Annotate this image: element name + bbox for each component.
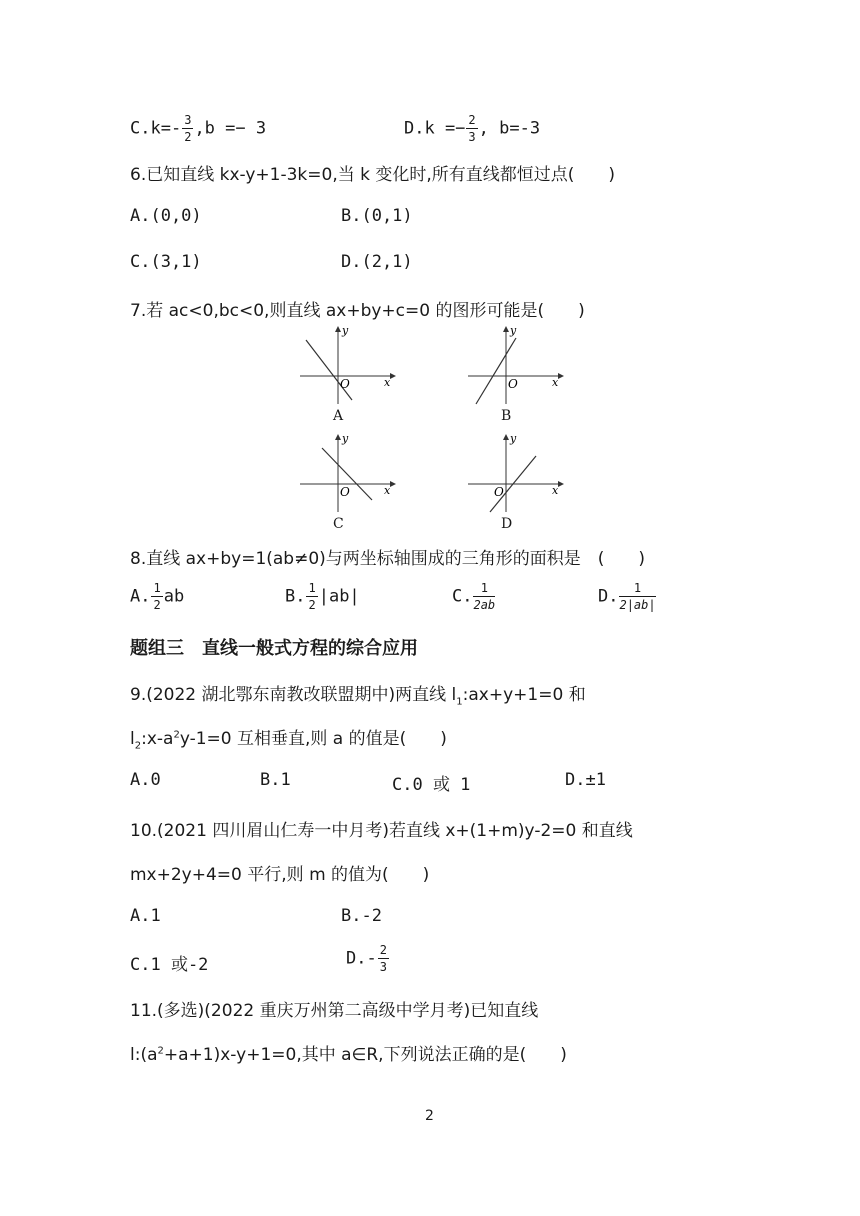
line-name: l (130, 729, 135, 749)
origin-label: O (494, 485, 504, 499)
x-axis-label: x (552, 376, 559, 389)
q8-option-d (598, 582, 657, 611)
page-number: 2 (425, 1108, 434, 1124)
y-axis-label: y (510, 324, 517, 337)
q7-graph-b (464, 324, 564, 410)
fraction-denominator: 3 (379, 960, 387, 974)
q9-line-1 (130, 680, 730, 707)
fraction-denominator: 2 (308, 598, 316, 612)
q10-option-c: C.1 或-2 (130, 955, 209, 975)
x-axis-label: x (552, 484, 559, 497)
q7-graph-c (296, 432, 396, 518)
q7-graph-a (296, 324, 396, 410)
q10-option-a: A.1 (130, 906, 161, 926)
graph-line (476, 338, 516, 404)
q7-graph-b-label: B (501, 408, 512, 424)
q8-option-a-fraction (151, 582, 162, 611)
x-axis-arrow-icon (558, 373, 564, 379)
fraction-numerator: 1 (619, 582, 655, 597)
q6-stem: 6.已知直线 kx-y+1-3k=0,当 k 变化时,所有直线都恒过点( ) (130, 165, 616, 185)
q9-line-2-tail: y-1=0 互相垂直,则 a 的值是( ) (179, 729, 447, 749)
q10-line-2: mx+2y+4=0 平行,则 m 的值为( ) (130, 865, 430, 885)
q9-option-c: C.0 或 1 (392, 775, 471, 795)
origin-label: O (508, 377, 518, 391)
section-heading: 题组三 直线一般式方程的综合应用 (130, 638, 418, 659)
q9-line-2-mid: :x-a (141, 729, 174, 749)
fraction-denominator: 2|ab| (619, 598, 656, 612)
q10-option-d-fraction (378, 944, 389, 973)
y-axis-arrow-icon (335, 326, 341, 332)
q10-line-1: 10.(2021 四川眉山仁寿一中月考)若直线 x+(1+m)y-2=0 和直线 (130, 821, 633, 841)
fraction-denominator: 3 (468, 130, 476, 144)
q8-option-c (452, 582, 496, 611)
q8-option-b-fraction (306, 582, 317, 611)
fraction-denominator: 2 (184, 130, 192, 144)
q7-graph-d (464, 432, 564, 518)
y-axis-label: y (510, 432, 517, 445)
q5-option-c (130, 114, 266, 143)
superscript: 2 (173, 729, 180, 741)
y-axis-arrow-icon (503, 434, 509, 440)
q11-line-2 (130, 1040, 567, 1065)
q11-line-2-head: l:(a (130, 1045, 158, 1065)
fraction-numerator: 1 (473, 582, 495, 597)
q10-option-d (346, 944, 390, 973)
fraction-denominator: 2 (153, 598, 161, 612)
option-prefix: C. (452, 586, 473, 607)
q9-option-d: D.±1 (565, 770, 606, 790)
option-suffix: |ab| (318, 586, 360, 607)
q9-line-1-tail: :ax+y+1=0 和 (462, 685, 586, 705)
q7-graph-d-label: D (501, 516, 513, 532)
q8-stem: 8.直线 ax+by=1(ab≠0)与两坐标轴围成的三角形的面积是 ( ) (130, 549, 646, 569)
fraction-numerator: 2 (379, 943, 387, 957)
option-prefix: D. (598, 586, 619, 607)
x-axis-arrow-icon (558, 481, 564, 487)
q9-source: 9.(2022 湖北鄂东南教改联盟期中)两直线 l (130, 685, 457, 705)
option-prefix: B. (285, 586, 306, 607)
superscript: 2 (157, 1045, 164, 1057)
q6-option-a: A.(0,0) (130, 206, 202, 226)
q6-option-d: D.(2,1) (341, 252, 413, 272)
fraction-numerator: 1 (153, 581, 161, 595)
q6-option-c: C.(3,1) (130, 252, 202, 272)
y-axis-arrow-icon (503, 326, 509, 332)
q9-line-1-text (130, 680, 586, 707)
fraction-denominator: 2ab (473, 598, 496, 612)
q10-option-b: B.-2 (341, 906, 382, 926)
q7-stem: 7.若 ac<0,bc<0,则直线 ax+by+c=0 的图形可能是( ) (130, 301, 585, 321)
y-axis-arrow-icon (335, 434, 341, 440)
x-axis-label: x (384, 376, 391, 389)
q5-option-c-suffix: ,b =− 3 (194, 118, 267, 139)
fraction-numerator: 2 (468, 113, 476, 127)
y-axis-label: y (342, 432, 349, 445)
option-prefix: D.- (346, 948, 377, 969)
x-axis-arrow-icon (390, 481, 396, 487)
option-suffix: ab (163, 586, 185, 607)
q5-option-d-suffix: , b=-3 (478, 118, 541, 139)
q11-line-2-tail: +a+1)x-y+1=0,其中 a∈R,下列说法正确的是( ) (163, 1045, 567, 1065)
q6-option-b: B.(0,1) (341, 206, 413, 226)
subscript: 1 (456, 696, 463, 708)
origin-label: O (340, 377, 350, 391)
q11-line-1: 11.(多选)(2022 重庆万州第二高级中学月考)已知直线 (130, 1001, 539, 1021)
q7-graph-c-label: C (333, 516, 344, 532)
q8-option-b (285, 582, 360, 611)
q5-option-d (404, 114, 540, 143)
q5-option-c-prefix: C.k= (130, 118, 171, 139)
subscript: 2 (134, 740, 142, 752)
origin-label: O (340, 485, 350, 499)
y-axis-label: y (342, 324, 349, 337)
fraction-numerator: 3 (184, 113, 192, 127)
q9-option-a: A.0 (130, 770, 161, 790)
option-prefix: A. (130, 586, 151, 607)
q5-option-c-fraction (182, 114, 193, 143)
q5-option-d-fraction (466, 114, 477, 143)
q5-option-d-prefix: D.k =− (404, 118, 466, 139)
q8-option-c-fraction (473, 582, 495, 611)
q8-option-d-fraction (619, 582, 655, 611)
x-axis-label: x (384, 484, 391, 497)
q5-option-c-minus: - (170, 118, 182, 139)
q9-line-2 (130, 724, 447, 751)
graph-line (306, 340, 352, 400)
q8-option-a (130, 582, 184, 611)
fraction-numerator: 1 (308, 581, 316, 595)
q9-option-b: B.1 (260, 770, 291, 790)
q7-graph-a-label: A (333, 408, 344, 424)
x-axis-arrow-icon (390, 373, 396, 379)
